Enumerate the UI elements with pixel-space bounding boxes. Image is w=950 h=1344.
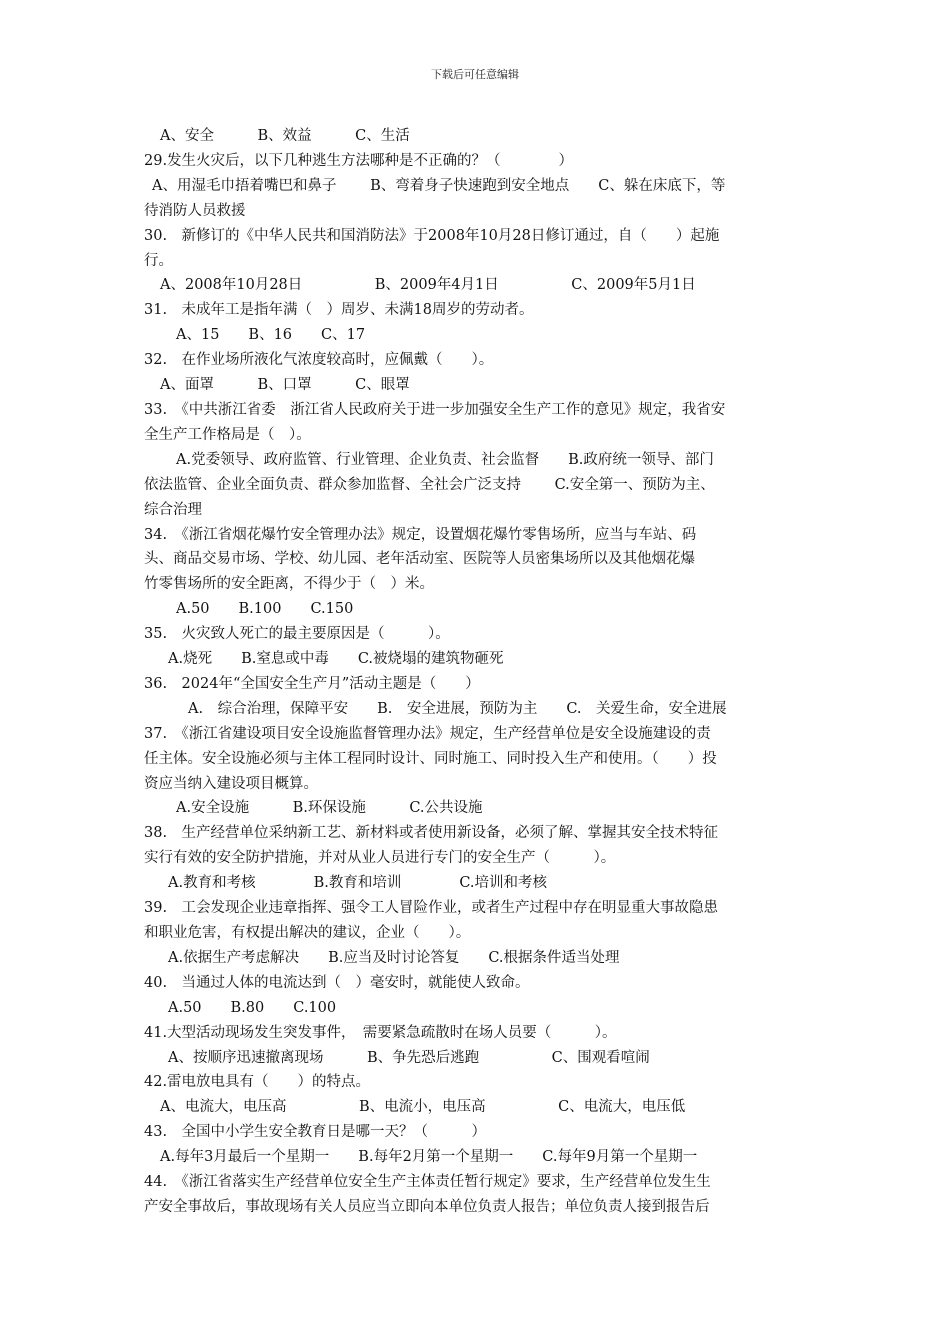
answer-options-30: A、2008年10月28日 B、2009年4月1日 C、2009年5月1日: [160, 277, 696, 294]
question-34-cont: 头、商品交易市场、学校、幼儿园、老年活动室、医院等人员密集场所以及其他烟花爆: [144, 551, 695, 568]
answer-options-43: A.每年3月最后一个星期一 B.每年2月第一个星期一 C.每年9月第一个星期一: [160, 1149, 698, 1166]
question-33: 33. 《中共浙江省委 浙江省人民政府关于进一步加强安全生产工作的意见》规定，我省安: [144, 401, 726, 418]
question-43: 43. 全国中小学生安全教育日是哪一天？（ ）: [144, 1124, 487, 1141]
answer-options-38: A.教育和考核 B.教育和培训 C.培训和考核: [168, 875, 548, 892]
answer-options-34: A.50 B.100 C.150: [176, 601, 354, 618]
question-32: 32. 在作业场所液化气浓度较高时，应佩戴（ ）。: [144, 352, 494, 369]
answer-options-31: A、15 B、16 C、17: [176, 327, 366, 344]
question-44: 44. 《浙江省落实生产经营单位安全生产主体责任暂行规定》要求，生产经营单位发生生: [144, 1174, 711, 1191]
answer-options-35: A.烧死 B.窒息或中毒 C.被烧塌的建筑物砸死: [168, 651, 504, 668]
answer-options-29: A、用湿毛巾捂着嘴巴和鼻子 B、弯着身子快速跑到安全地点 C、躲在床底下，等: [152, 177, 726, 194]
question-36: 36. 2024年“全国安全生产月”活动主题是（ ）: [144, 675, 480, 692]
answer-options-33-cont: 依法监管、企业全面负责、群众参加监督、全社会广泛支持 C.安全第一、预防为主、: [144, 476, 715, 493]
question-40: 40. 当通过人体的电流达到（ ）毫安时，就能使人致命。: [144, 974, 530, 991]
answer-options-42: A、电流大，电压高 B、电流小，电压高 C、电流大，电压低: [160, 1099, 686, 1116]
question-42: 42.雷电放电具有（ ）的特点。: [144, 1074, 371, 1091]
question-37-cont: 任主体。安全设施必须与主体工程同时设计、同时施工、同时投入生产和使用。（ ）投: [144, 750, 717, 767]
question-29: 29.发生火灾后，以下几种逃生方法哪种是不正确的？（ ）: [144, 152, 574, 169]
question-41: 41.大型活动现场发生突发事件， 需要紧急疏散时在场人员要（ ）。: [144, 1024, 617, 1041]
question-38: 38. 生产经营单位采纳新工艺、新材料或者使用新设备，必须了解、掌握其安全技术特征: [144, 825, 719, 842]
question-31: 31. 未成年工是指年满（ ）周岁、未满18周岁的劳动者。: [144, 302, 534, 319]
question-list: [144, 124, 812, 1220]
question-33-cont: 全生产工作格局是（ ）。: [144, 426, 311, 443]
answer-options-33: A.党委领导、政府监管、行业管理、企业负责、社会监督 B.政府统一领导、部门: [176, 451, 714, 468]
question-37-cont2: 资应当纳入建设项目概算。: [144, 775, 318, 792]
answer-options-32: A、面罩 B、口罩 C、眼罩: [160, 377, 410, 394]
answer-options-40: A.50 B.80 C.100: [168, 999, 337, 1016]
answer-options-39: A.依据生产考虑解决 B.应当及时讨论答复 C.根据条件适当处理: [168, 949, 620, 966]
page-header: 下载后可任意编辑: [431, 68, 519, 81]
question-39-cont: 和职业危害，有权提出解决的建议，企业（ ）。: [144, 925, 471, 941]
question-44-cont: 产安全事故后，事故现场有关人员应当立即向本单位负责人报告；单位负责人接到报告后: [144, 1198, 710, 1215]
question-35: 35. 火灾致人死亡的最主要原因是（ ）。: [144, 626, 450, 643]
answer-options-37: A.安全设施 B.环保设施 C.公共设施: [176, 800, 483, 817]
question-39: 39. 工会发现企业违章指挥、强令工人冒险作业，或者生产过程中存在明显重大事故隐患: [144, 900, 719, 917]
answer-options-28: A、安全 B、效益 C、生活: [160, 128, 410, 144]
question-37: 37. 《浙江省建设项目安全设施监督管理办法》规定，生产经营单位是安全设施建设的责: [144, 725, 711, 742]
answer-options-41: A、按顺序迅速撤离现场 B、争先恐后逃跑 C、围观看喧闹: [168, 1049, 650, 1066]
question-34-cont2: 竹零售场所的安全距离，不得少于（ ）米。: [144, 576, 434, 593]
answer-options-29-cont: 待消防人员救援: [144, 202, 246, 219]
answer-options-33-cont2: 综合治理: [144, 501, 202, 518]
question-38-cont: 实行有效的安全防护措施，并对从业人员进行专门的安全生产（ ）。: [144, 850, 616, 867]
question-34: 34. 《浙江省烟花爆竹安全管理办法》规定，设置烟花爆竹零售场所，应当与车站、码: [144, 526, 697, 543]
question-30-cont: 行。: [144, 252, 173, 269]
answer-options-36: A. 综合治理，保障平安 B. 安全进展，预防为主 C. 关爱生命，安全进展: [188, 700, 727, 717]
question-30: 30. 新修订的《中华人民共和国消防法》于2008年10月28日修订通过，自（ ）起施: [144, 227, 720, 244]
